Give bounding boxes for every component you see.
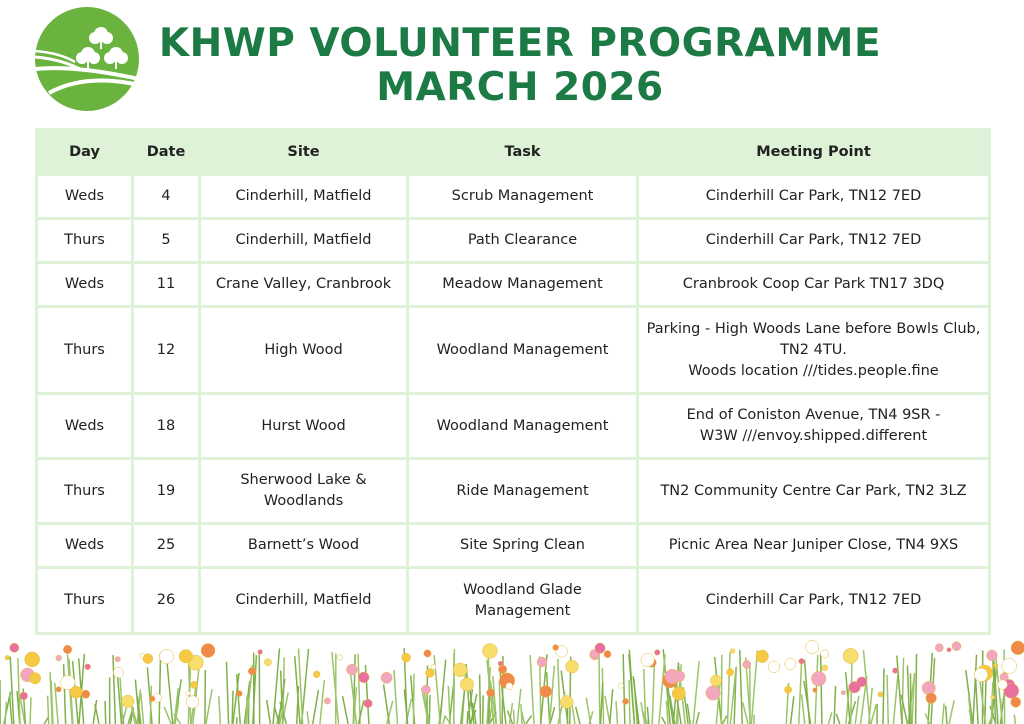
cell-day: Weds: [37, 263, 133, 307]
schedule-table: [35, 128, 991, 635]
cell-date: 4: [133, 175, 200, 219]
table-row: [37, 459, 990, 524]
cell-site: Cinderhill, Matfield: [200, 219, 408, 263]
table-row: [37, 175, 990, 219]
cell-day: Thurs: [37, 459, 133, 524]
wildflower-border: [0, 628, 1024, 724]
page-title: KHWP VOLUNTEER PROGRAMME: [158, 21, 882, 66]
cell-task: Woodland Glade Management: [408, 568, 638, 634]
column-header-meeting-point: Meeting Point: [638, 130, 990, 175]
cell-meeting: TN2 Community Centre Car Park, TN2 3LZ: [638, 459, 990, 524]
table-row: [37, 568, 990, 634]
cell-date: 19: [133, 459, 200, 524]
cell-day: Weds: [37, 394, 133, 459]
cell-meeting: Parking - High Woods Lane before Bowls Club, TN2 4TU. Woods location ///tides.people.fine: [638, 307, 990, 394]
cell-task: Woodland Management: [408, 394, 638, 459]
cell-site: Barnett’s Wood: [200, 524, 408, 568]
cell-date: 11: [133, 263, 200, 307]
page-subtitle: MARCH 2026: [376, 65, 664, 110]
cell-meeting: End of Coniston Avenue, TN4 9SR - W3W ///envoy.shipped.different: [638, 394, 990, 459]
cell-meeting: Cinderhill Car Park, TN12 7ED: [638, 568, 990, 634]
cell-site: Sherwood Lake & Woodlands: [200, 459, 408, 524]
cell-meeting: Cranbrook Coop Car Park TN17 3DQ: [638, 263, 990, 307]
cell-day: Weds: [37, 175, 133, 219]
column-header-day: Day: [37, 130, 133, 175]
cell-meeting: Cinderhill Car Park, TN12 7ED: [638, 175, 990, 219]
cell-date: 26: [133, 568, 200, 634]
cell-day: Weds: [37, 524, 133, 568]
cell-date: 5: [133, 219, 200, 263]
table-header-row: [37, 130, 990, 175]
khwp-logo: [35, 7, 139, 111]
table-row: [37, 219, 990, 263]
column-header-date: Date: [133, 130, 200, 175]
table-row: [37, 524, 990, 568]
cell-task: Scrub Management: [408, 175, 638, 219]
cell-task: Ride Management: [408, 459, 638, 524]
cell-task: Site Spring Clean: [408, 524, 638, 568]
cell-site: Crane Valley, Cranbrook: [200, 263, 408, 307]
cell-task: Meadow Management: [408, 263, 638, 307]
cell-date: 25: [133, 524, 200, 568]
cell-date: 12: [133, 307, 200, 394]
cell-site: Cinderhill, Matfield: [200, 175, 408, 219]
cell-meeting: Cinderhill Car Park, TN12 7ED: [638, 219, 990, 263]
column-header-task: Task: [408, 130, 638, 175]
table-row: [37, 307, 990, 394]
cell-date: 18: [133, 394, 200, 459]
table-row: [37, 263, 990, 307]
cell-day: Thurs: [37, 568, 133, 634]
cell-task: Path Clearance: [408, 219, 638, 263]
cell-site: High Wood: [200, 307, 408, 394]
cell-day: Thurs: [37, 307, 133, 394]
cell-site: Cinderhill, Matfield: [200, 568, 408, 634]
cell-meeting: Picnic Area Near Juniper Close, TN4 9XS: [638, 524, 990, 568]
cell-site: Hurst Wood: [200, 394, 408, 459]
column-header-site: Site: [200, 130, 408, 175]
table-row: [37, 394, 990, 459]
cell-day: Thurs: [37, 219, 133, 263]
cell-task: Woodland Management: [408, 307, 638, 394]
flowers-decoration: [0, 640, 1024, 724]
